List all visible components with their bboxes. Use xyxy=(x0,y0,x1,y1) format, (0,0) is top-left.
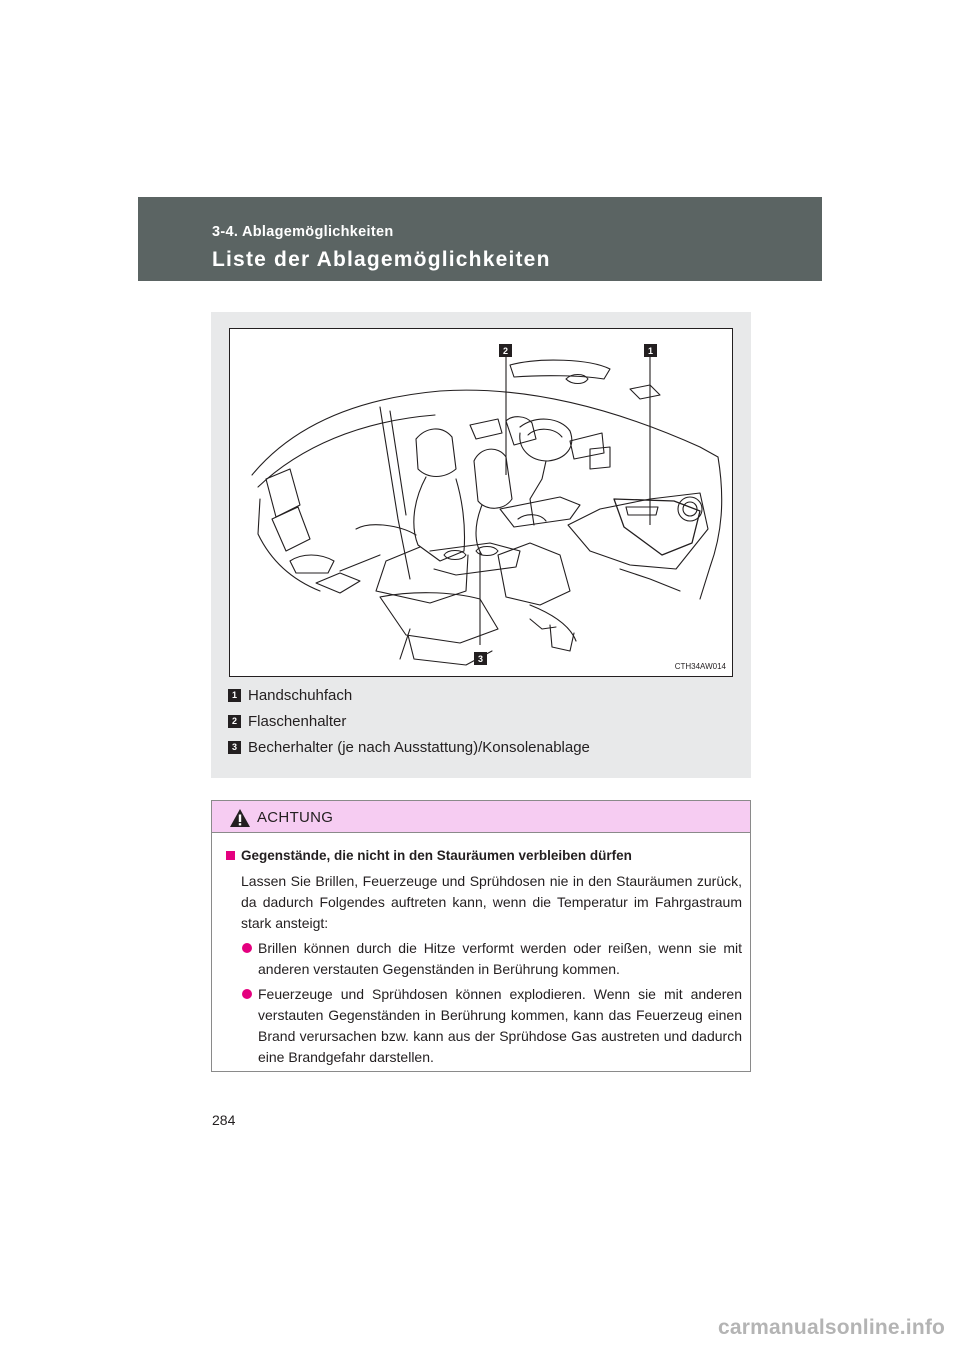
legend-label: Handschuhfach xyxy=(248,686,353,704)
warning-header xyxy=(212,801,750,833)
warning-box xyxy=(211,800,751,1072)
figure-panel xyxy=(211,312,751,778)
warning-heading xyxy=(226,845,742,866)
legend-label: Becherhalter (je nach Ausstattung)/Konsolenablage xyxy=(248,738,590,756)
warning-title: ACHTUNG xyxy=(257,809,334,826)
callout-2: 2 xyxy=(502,346,509,356)
legend-item xyxy=(228,682,738,708)
legend-label: Flaschenhalter xyxy=(248,712,347,730)
warning-triangle-icon xyxy=(229,808,251,828)
section-header xyxy=(138,197,822,281)
section-label: 3-4. Ablagemöglichkeiten xyxy=(212,224,394,240)
bullet-dot-icon xyxy=(242,943,252,953)
legend xyxy=(228,682,738,760)
watermark: carmanualsonline.info xyxy=(718,1316,946,1339)
warning-bullet xyxy=(241,984,742,1068)
number-badge: 1 xyxy=(228,689,241,702)
square-bullet-icon xyxy=(226,851,235,860)
warning-bullet-text: Brillen können durch die Hitze verformt werden oder reißen, wenn sie mit anderen verstauten Gegenständen in Berührung kommen. xyxy=(258,940,742,977)
legend-item xyxy=(228,734,738,760)
warning-heading-text: Gegenstände, die nicht in den Stauräumen verbleiben dürfen xyxy=(241,848,632,863)
page-number: 284 xyxy=(212,1112,236,1128)
warning-bullet-text: Feuerzeuge und Sprühdosen können explodieren. Wenn sie mit anderen verstauten Gegenständen in Berührung kommen, kann das Feuerzeug einen Brand verursachen bzw. kann aus der Sprühdose Gas austreten und dadurch eine Brandgefahr darstellen. xyxy=(258,986,742,1065)
page-title: Liste der Ablagemöglichkeiten xyxy=(212,248,551,271)
legend-item xyxy=(228,708,738,734)
warning-body xyxy=(212,833,750,1068)
image-code: CTH34AW014 xyxy=(674,662,726,671)
car-interior-illustration xyxy=(229,328,733,677)
bullet-dot-icon xyxy=(242,989,252,999)
warning-bullet xyxy=(241,938,742,980)
number-badge: 3 xyxy=(228,741,241,754)
callout-1: 1 xyxy=(647,346,654,356)
callout-3: 3 xyxy=(477,654,484,664)
number-badge: 2 xyxy=(228,715,241,728)
warning-intro: Lassen Sie Brillen, Feuerzeuge und Sprühdosen nie in den Stauräumen zurück, da dadurch Folgendes auftreten kann, wenn die Temperatur im Fahrgastraum stark ansteigt: xyxy=(241,873,742,931)
